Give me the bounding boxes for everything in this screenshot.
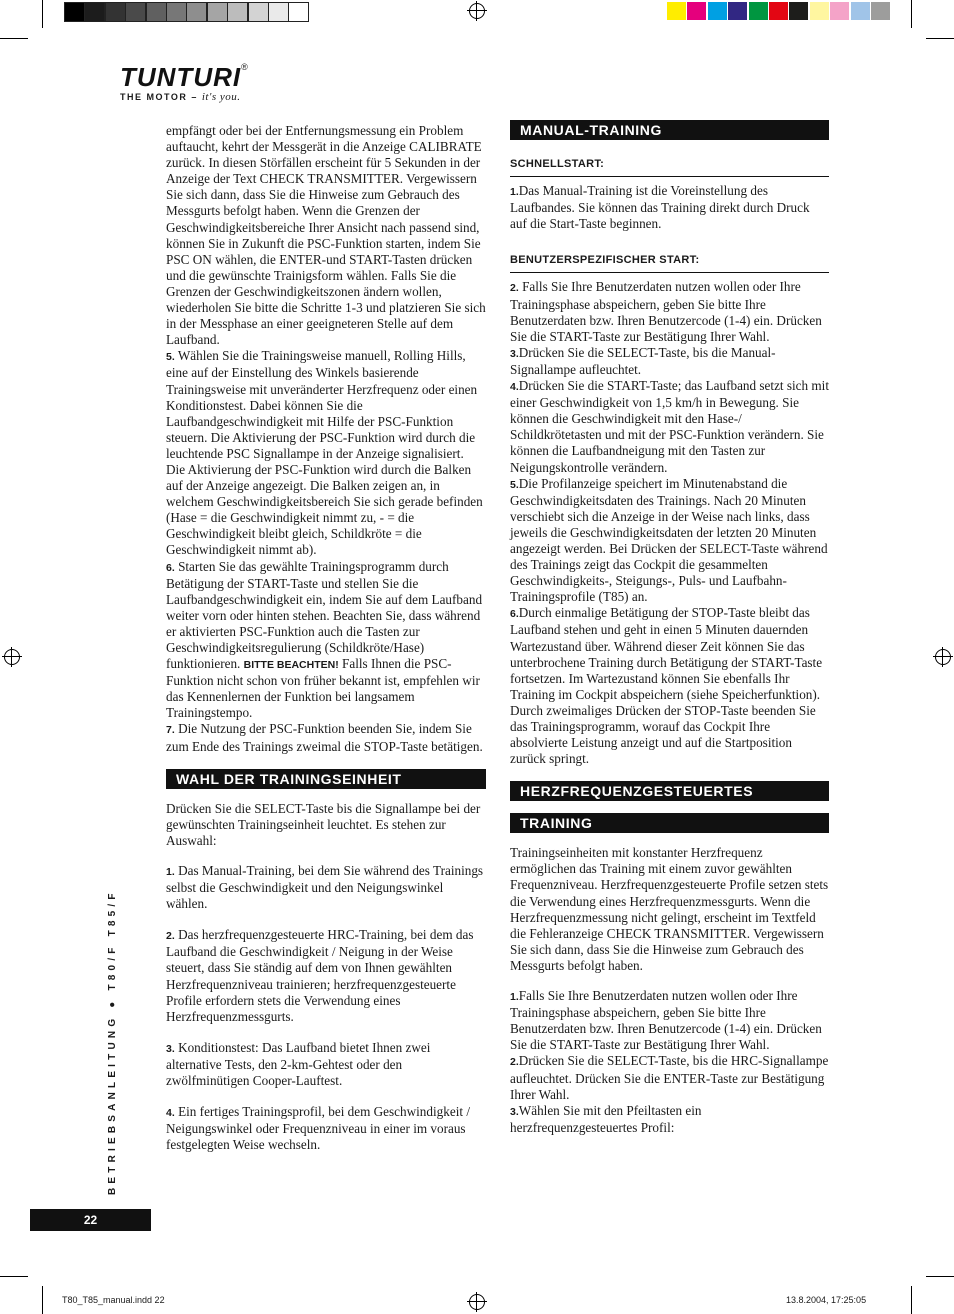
step-number: 4. bbox=[510, 381, 519, 394]
crop-mark bbox=[926, 1276, 954, 1277]
step-number: 3. bbox=[166, 1042, 175, 1055]
gray-swatch bbox=[268, 2, 289, 22]
section-heading: HERZFREQUENZGESTEUERTES bbox=[510, 781, 829, 801]
right-column bbox=[510, 120, 829, 1136]
gray-swatch bbox=[166, 2, 187, 22]
hr-steps-list bbox=[510, 988, 829, 1136]
list-item bbox=[166, 1040, 486, 1089]
step-number: 7. bbox=[166, 724, 175, 737]
gray-swatch bbox=[84, 2, 105, 22]
gray-swatch bbox=[146, 2, 167, 22]
registration-mark-icon bbox=[469, 1294, 485, 1310]
step-number: 2. bbox=[510, 282, 519, 295]
list-item bbox=[510, 1053, 829, 1102]
step-number: 6. bbox=[510, 608, 519, 621]
section-intro: Drücken Sie die SELECT-Taste bis die Signallampe bei der gewünschten Trainingseinheit leuchtet. Es stehen zur Auswahl: bbox=[166, 800, 481, 848]
paragraph-quickstart bbox=[510, 183, 829, 232]
gray-swatch bbox=[207, 2, 228, 22]
color-swatch bbox=[789, 2, 808, 20]
gray-swatch bbox=[186, 2, 207, 22]
color-swatch bbox=[810, 2, 829, 20]
gray-swatch bbox=[248, 2, 269, 22]
step-number: 1. bbox=[166, 865, 175, 878]
crop-mark bbox=[911, 1286, 912, 1314]
subheading-custom-start: BENUTZERSPEZIFISCHER START: bbox=[510, 252, 829, 273]
registration-mark-icon bbox=[469, 3, 485, 19]
gray-swatch bbox=[125, 2, 146, 22]
page-number: 22 bbox=[30, 1209, 151, 1231]
hr-intro: Trainingseinheiten mit konstanter Herzfrequenz ermöglichen das Training mit einem zuvor gewählten Frequenzniveau. Herzfrequenzgesteuerte Profile setzen stets die Verwendung eines Herzfrequenzmessgurts. Wenn die Herzfrequenzmessung nicht gelingt, erscheint im Textfeld die Fehleranzeige CHECK TRANSMITTER. Vergewissern Sie sich dann, dass Sie die Hinweise zum Gebrauch des Messgurts befolgt haben. bbox=[510, 845, 829, 973]
logo-tagline-italic: it's you. bbox=[201, 91, 241, 103]
list-item bbox=[166, 927, 486, 1025]
step-number: 3. bbox=[510, 347, 519, 360]
footer-file: T80_T85_manual.indd 22 bbox=[62, 1295, 165, 1305]
footer-date: 13.8.2004, 17:25:05 bbox=[786, 1295, 867, 1305]
list-item bbox=[166, 1104, 486, 1153]
step-text: Die Profilanzeige speichert im Minutenabstand die Geschwindigkeitsdaten des Trainings. Nach 20 Minuten verschiebt sich die Anzeige in der Weise nach links, dass jeweils die Geschwindigkeitsdaten der letzten 20 Minuten angezeigt werden. Bei Drücken der SELECT-Taste während des Trainings zeigt das Cockpit die gesammelten Geschwindigkeits-, Steigungs-, Puls- und Laufbahn-Trainingsprofile (T85) an. bbox=[510, 475, 828, 605]
color-swatch bbox=[728, 2, 747, 20]
color-swatch bbox=[687, 2, 706, 20]
crop-mark bbox=[0, 38, 28, 39]
logo-tagline-dash: – bbox=[187, 92, 202, 102]
crop-mark bbox=[0, 1276, 28, 1277]
registration-mark-icon bbox=[4, 649, 20, 665]
list-item bbox=[510, 476, 829, 606]
manual-steps-list bbox=[510, 279, 829, 767]
list-item bbox=[510, 378, 829, 476]
step-text: Drücken Sie die START-Taste; das Laufband setzt sich mit einer Geschwindigkeit von 1,5 km/h in Bewegung. Sie können die Geschwindigkeit mit den Hase-/ Schildkrötetasten und mit der PSC-Funktion verändern. Sie können die Laufbandneigung mit den Tasten zur Neigungskontrolle verändern. bbox=[510, 378, 830, 475]
section-heading: MANUAL-TRAINING bbox=[510, 120, 829, 140]
paragraph-step-7 bbox=[166, 721, 486, 754]
color-swatch bbox=[708, 2, 727, 20]
color-swatch bbox=[871, 2, 890, 20]
list-item bbox=[510, 345, 829, 378]
step-number: 6. bbox=[166, 561, 175, 574]
note-label: BITTE BEACHTEN! bbox=[243, 659, 339, 672]
logo-tagline-main: THE MOTOR bbox=[120, 92, 188, 102]
list-item bbox=[510, 988, 829, 1053]
crop-mark bbox=[911, 0, 912, 28]
step-number: 2. bbox=[166, 930, 175, 943]
step-text: Die Nutzung der PSC-Funktion beenden Sie, indem Sie zum Ende des Trainings zweimal die STOP-Taste betätigen. bbox=[166, 721, 483, 754]
paragraph-step-6 bbox=[166, 559, 486, 722]
tunturi-logo bbox=[120, 62, 248, 103]
gray-swatch bbox=[227, 2, 248, 22]
color-swatch bbox=[769, 2, 788, 20]
left-column bbox=[166, 123, 486, 1168]
step-text: Das herzfrequenzgesteuerte HRC-Training, bei dem das Laufband die Geschwindigkeit / Neigung in der Weise steuert, dass Sie ständig auf dem von Ihnen gewählten Herzfrequenzniveau trainieren; herzfrequenzgesteuerte Profile erfordern stets die Verwendung eines Herzfrequenzmessgurts. bbox=[166, 927, 474, 1024]
color-swatch bbox=[851, 2, 870, 20]
step-number: 1. bbox=[510, 186, 519, 199]
list-item bbox=[166, 863, 486, 912]
logo-registered: ® bbox=[241, 62, 248, 72]
step-text: Falls Sie Ihre Benutzerdaten nutzen wollen oder Ihre Trainingsphase abspeichern, geben Sie bitte Ihre Benutzerdaten bzw. Ihren Benutzercode (1-4) ein. Drücken Sie die START-Taste zur Bestätigung Ihrer Wahl. bbox=[510, 988, 822, 1053]
gray-swatch bbox=[288, 2, 309, 22]
crop-mark bbox=[42, 1286, 43, 1314]
crop-mark bbox=[42, 0, 43, 28]
step-number: 5. bbox=[510, 478, 519, 491]
step-number: 5. bbox=[166, 351, 175, 364]
step-number: 1. bbox=[510, 991, 519, 1004]
side-label: BETRIEBSANLEITUNG ● T80/F T85/F bbox=[107, 889, 118, 1195]
step-text: Das Manual-Training ist die Voreinstellung des Laufbandes. Sie können das Training direkt durch Druck auf die Start-Taste beginnen. bbox=[510, 183, 810, 232]
step-text: Starten Sie das gewählte Trainingsprogramm durch Betätigung der START-Taste und stellen Sie die Laufbandgeschwindigkeit ein, indem Sie auf dem Laufband weiter vorn oder hinten stehen. Beachten Sie, dass während er aktivierten PSC-Funktion auch die Tasten zur Geschwindigkeitsregulierung (Schildkröte/Hase) funktionieren. bbox=[166, 558, 483, 672]
logo-brand: TUNTURI bbox=[120, 62, 242, 92]
section-heading: WAHL DER TRAININGSEINHEIT bbox=[166, 769, 486, 789]
list-item bbox=[510, 605, 829, 767]
color-swatch bbox=[667, 2, 686, 20]
registration-mark-icon bbox=[935, 649, 951, 665]
color-swatch bbox=[749, 2, 768, 20]
paragraph-step-5 bbox=[166, 348, 486, 558]
step-text: Falls Ihnen die PSC-Funktion nicht schon von früher bekannt ist, empfehlen wir das Kennenlernen der Funktion bei langsamem Trainingstempo. bbox=[166, 656, 480, 721]
gray-swatch bbox=[64, 2, 85, 22]
step-text: Ein fertiges Trainingsprofil, bei dem Geschwindigkeit / Neigungswinkel oder Frequenzniveau in einer im voraus festgelegten Weise wechseln. bbox=[166, 1104, 470, 1153]
crop-mark bbox=[926, 38, 954, 39]
color-swatch bbox=[830, 2, 849, 20]
step-number: 2. bbox=[510, 1056, 519, 1069]
training-unit-list bbox=[166, 863, 486, 1153]
subheading-quickstart: SCHNELLSTART: bbox=[510, 156, 829, 177]
gray-swatch bbox=[105, 2, 126, 22]
step-text: Durch einmalige Betätigung der STOP-Taste bleibt das Laufband stehen und geht in einen 5 Minuten dauernden Wartezustand über. Während dieser Zeit können Sie das unterbrochene Training durch Betätigung der START-Taste fortsetzen. Im Wartezustand können Sie ebenfalls Ihr Training im Cockpit abspeichern (siehe Speicherfunktion). Durch zweimaliges Drücken der STOP-Taste beenden Sie das Trainingsprogramm, worauf das Cockpit Ihre absolvierte Leistung anzeigt und auf die Startposition zurück springt. bbox=[510, 605, 823, 767]
step-text: Drücken Sie die SELECT-Taste, bis die Manual-Signallampe aufleuchtet. bbox=[510, 344, 776, 377]
list-item bbox=[510, 279, 829, 344]
paragraph-continuation: empfängt oder bei der Entfernungsmessung ein Problem auftaucht, kehrt der Messgerät in die Anzeige CALIBRATE zurück. In diesen Störfällen erscheint für 5 Sekunden in der Anzeige der Text CHECK TRANSMITTER. Vergewissern Sie sich dann, dass Sie die Hinweise zum Gebrauch des Messgurts befolgt haben. Wenn die Grenzen der Geschwindigkeitsbereiche Ihrer Ansicht nach passend sind, können Sie in Zukunft die PSC-Funktion starten, indem Sie PSC ON wählen, die ENTER-und START-Tasten drücken und die gewünschte Trainigsform wählen. Falls Sie die Grenzen der Geschwindigkeitszonen ändern wollen, wiederholen Sie bitte die Schritte 1-3 und platzieren Sie sich in der Messphase an einer geeigneteren Stelle auf dem Laufband. bbox=[166, 123, 486, 348]
step-text: Falls Sie Ihre Benutzerdaten nutzen wollen oder Ihre Trainingsphase abspeichern, geben Sie bitte Ihre Benutzerdaten bzw. Ihren Benutzercode (1-4) ein. Drücken Sie die START-Taste zur Bestätigung Ihrer Wahl. bbox=[510, 279, 822, 344]
logo-tagline bbox=[120, 91, 248, 103]
list-item bbox=[510, 1103, 829, 1136]
step-text: Konditionstest: Das Laufband bietet Ihnen zwei alternative Tests, den 2-km-Gehtest oder den zwölfminütigen Cooper-Lauftest. bbox=[166, 1039, 431, 1088]
step-number: 4. bbox=[166, 1107, 175, 1120]
step-text: Wählen Sie mit den Pfeiltasten ein herzfrequenzgesteuertes Profil: bbox=[510, 1102, 702, 1135]
step-text: Drücken Sie die SELECT-Taste, bis die HRC-Signallampe aufleuchtet. Drücken Sie die ENTER-Taste zur Bestätigung Ihrer Wahl. bbox=[510, 1053, 829, 1102]
step-text: Das Manual-Training, bei dem Sie während des Trainings selbst die Geschwindigkeit und den Neigungswinkel wählen. bbox=[166, 862, 484, 912]
step-text: Wählen Sie die Trainingsweise manuell, Rolling Hills, eine auf der Einstellung des Winkels basierende Trainingsweise mit unveränderter Herzfrequenz oder einen Konditionstest. Dabei können Sie die Laufbandgeschwindigkeit mit Hilfe der PSC-Funktion steuern. Die Aktivierung der PSC-Funktion wird durch die leuchtende PSC Signallampe in der Anzeige signalisiert. Die Aktivierung der PSC-Funktion wird durch die Balken auf der Anzeige angezeigt. Die Balken zeigen an, in welchem Geschwindigkeitsbereich Sie sich gerade befinden (Hase = die Geschwindigkeit nimmt zu, - = die Geschwindigkeit bleibt gleich, Schildkröte = die Geschwindigkeit nimmt ab). bbox=[166, 348, 483, 558]
step-number: 3. bbox=[510, 1105, 519, 1118]
section-heading: TRAINING bbox=[510, 813, 829, 833]
